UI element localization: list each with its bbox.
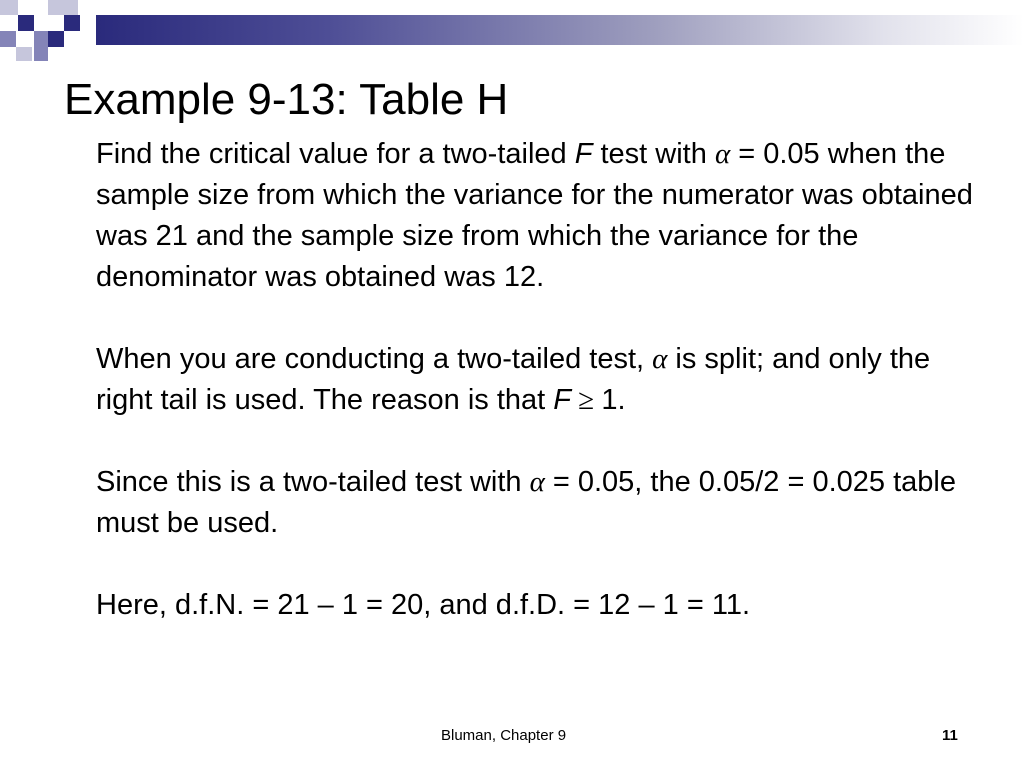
slide-body bbox=[96, 134, 986, 626]
alpha-symbol: α bbox=[714, 138, 731, 170]
paragraph-degrees-of-freedom: Here, d.f.N. = 21 – 1 = 20, and d.f.D. = 12 – 1 = 11. bbox=[96, 589, 751, 621]
page-number: 11 bbox=[942, 727, 958, 744]
slide-title: Example 9-13: Table H bbox=[64, 75, 509, 124]
decorative-square bbox=[48, 31, 64, 47]
header-decoration bbox=[0, 0, 1024, 66]
paragraph-two-tailed: When you are conducting a two-tailed test, α is split; and only the right tail is used. The reason is that F ≥ 1. bbox=[96, 343, 931, 416]
footer-text: Bluman, Chapter 9 bbox=[441, 727, 567, 744]
variable-f: F bbox=[553, 384, 571, 416]
alpha-symbol: α bbox=[652, 343, 668, 375]
decorative-square bbox=[16, 47, 32, 61]
greater-equal-symbol: ≥ bbox=[570, 384, 602, 416]
decorative-square bbox=[18, 15, 34, 31]
decorative-square bbox=[0, 31, 16, 47]
decorative-square bbox=[0, 0, 18, 15]
variable-f: F bbox=[574, 138, 593, 170]
decorative-square bbox=[48, 0, 78, 15]
paragraph-problem: Find the critical value for a two-tailed F test with α = 0.05 when the sample size from which the variance for the numerator was obtained was 21 and the sample size from which the variance for the denominator was obtained was 12. bbox=[96, 138, 973, 293]
decorative-square bbox=[64, 15, 80, 31]
paragraph-table-choice: Since this is a two-tailed test with α = 0.05, the 0.05/2 = 0.025 table must be used. bbox=[96, 466, 956, 539]
alpha-symbol: α bbox=[529, 466, 545, 498]
header-gradient-bar bbox=[96, 15, 1024, 45]
decorative-square bbox=[34, 31, 48, 47]
decorative-square bbox=[34, 47, 48, 61]
